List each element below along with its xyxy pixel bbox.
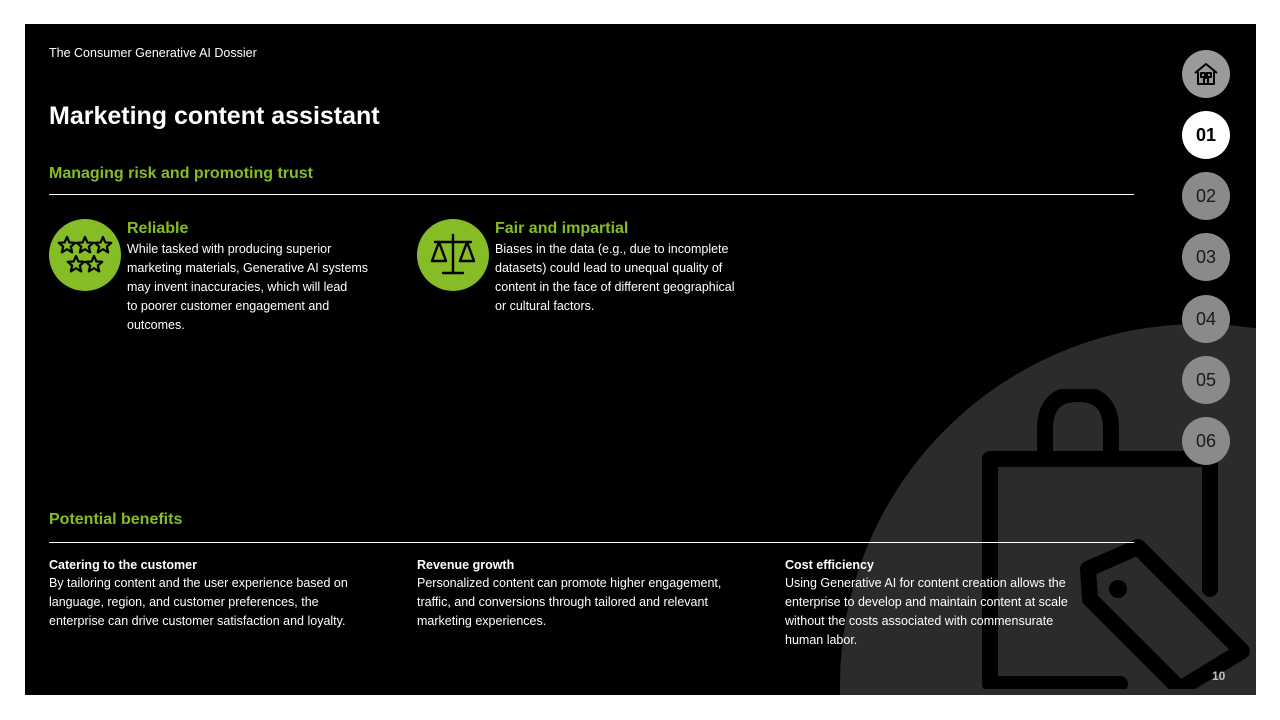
risk-section-divider [49,194,1134,195]
home-icon [1192,60,1220,88]
page-title: Marketing content assistant [49,102,380,130]
nav-section-05[interactable]: 05 [1182,356,1230,404]
text-line: traffic, and conversions through tailored and relevant [417,595,708,609]
stars-icon [49,219,121,291]
text-line: enterprise to develop and maintain content at scale [785,595,1068,609]
text-line: content in the face of different geographical [495,280,735,294]
text-line: to poorer customer engagement and [127,299,330,313]
nav-section-04[interactable]: 04 [1182,295,1230,343]
nav-section-03[interactable]: 03 [1182,233,1230,281]
risk-body-fair-impartial [495,240,795,316]
text-line: or cultural factors. [495,299,595,313]
text-line: Personalized content can promote higher engagement, [417,576,722,590]
text-line: human labor. [785,633,858,647]
text-line: enterprise can drive customer satisfaction and loyalty. [49,614,346,628]
nav-home-button[interactable] [1182,50,1230,98]
scales-icon [417,219,489,291]
risk-title-reliable: Reliable [127,220,189,237]
nav-section-02[interactable]: 02 [1182,172,1230,220]
text-line: By tailoring content and the user experience based on [49,576,348,590]
benefit-title: Catering to the customer [49,558,197,572]
nav-section-01[interactable]: 01 [1182,111,1230,159]
benefit-title: Cost efficiency [785,558,874,572]
text-line: language, region, and customer preferences, the [49,595,319,609]
benefit-body [785,574,1130,650]
benefit-body [49,574,394,631]
text-line: outcomes. [127,318,185,332]
benefits-section-title: Potential benefits [49,511,183,528]
benefit-catering-customer [49,556,394,631]
benefit-body [417,574,762,631]
nav-section-06[interactable]: 06 [1182,417,1230,465]
document-title: The Consumer Generative AI Dossier [49,46,257,60]
benefit-revenue-growth [417,556,762,631]
text-line: without the costs associated with commensurate [785,614,1054,628]
text-line: marketing experiences. [417,614,547,628]
text-line: may invent inaccuracies, which will lead [127,280,348,294]
text-line: Using Generative AI for content creation allows the [785,576,1066,590]
benefits-section-divider [49,542,1134,543]
risk-body-reliable [127,240,417,335]
risk-section-title: Managing risk and promoting trust [49,165,314,182]
text-line: Biases in the data (e.g., due to incomplete [495,242,729,256]
risk-title-fair-impartial: Fair and impartial [495,220,629,237]
benefit-title: Revenue growth [417,558,515,572]
text-line: marketing materials, Generative AI systems [127,261,369,275]
text-line: datasets) could lead to unequal quality of [495,261,723,275]
slide [25,24,1256,695]
text-line: While tasked with producing superior [127,242,332,256]
benefit-cost-efficiency [785,556,1130,650]
page-number: 10 [1212,669,1226,683]
